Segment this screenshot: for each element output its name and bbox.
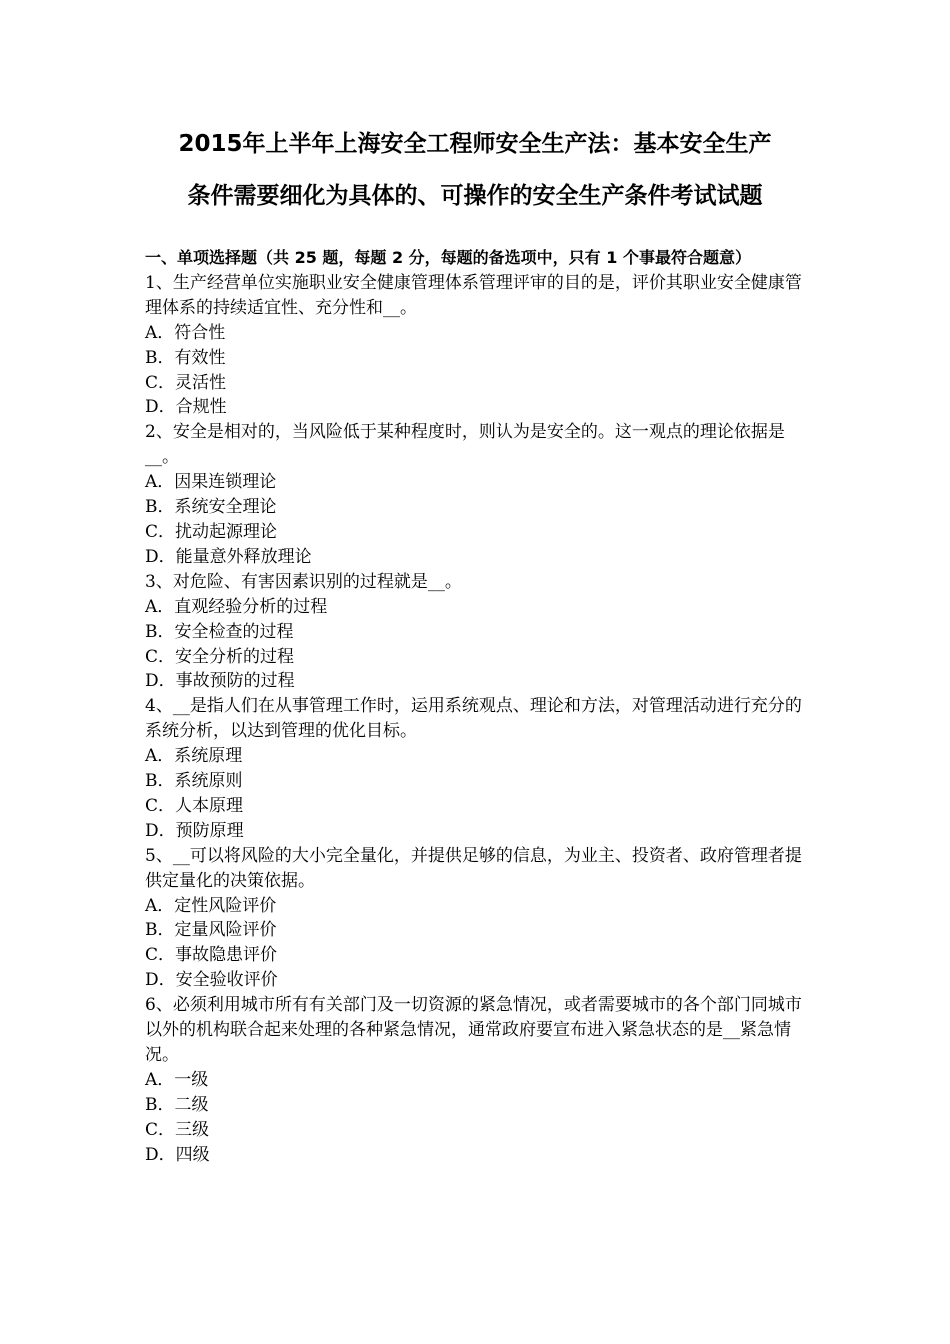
section-heading: 一、单项选择题（共 25 题，每题 2 分，每题的备选项中，只有 1 个事最符合题意） [145, 248, 751, 267]
option-b: B．二级 [145, 1094, 209, 1115]
option-d: D．安全验收评价 [145, 970, 278, 991]
option-a: A．因果连锁理论 [145, 472, 277, 493]
title-line-2: 条件需要细化为具体的、可操作的安全生产条件考试试题 [187, 183, 763, 209]
question-2 [145, 420, 810, 569]
option-d: D．四级 [145, 1144, 210, 1165]
option-b: B．定量风险评价 [145, 920, 277, 941]
option-c: C．灵活性 [145, 372, 227, 393]
question-text: 3、对危险、有害因素识别的过程就是__。 [145, 571, 462, 592]
question-text: 5、__可以将风险的大小完全量化，并提供足够的信息，为业主、投资者、政府管理者提供定量化的决策依据。 [145, 845, 802, 891]
option-d: D．预防原理 [145, 820, 244, 841]
option-c: C．事故隐患评价 [145, 945, 278, 966]
title-line-1: 2015年上半年上海安全工程师安全生产法：基本安全生产 [178, 131, 772, 157]
question-4 [145, 694, 810, 843]
option-b: B．安全检查的过程 [145, 621, 294, 642]
question-text: 6、必须利用城市所有有关部门及一切资源的紧急情况，或者需要城市的各个部门同城市以外的机构联合起来处理的各种紧急情况，通常政府要宣布进入紧急状态的是__紧急情况。 [145, 995, 802, 1065]
document-body [145, 246, 810, 1168]
option-a: A．系统原理 [145, 746, 243, 767]
question-6 [145, 993, 810, 1167]
option-a: A．直观经验分析的过程 [145, 596, 328, 617]
question-3 [145, 570, 810, 695]
option-a: A．定性风险评价 [145, 895, 277, 916]
option-b: B．系统原则 [145, 771, 243, 792]
option-b: B．有效性 [145, 347, 226, 368]
option-a: A．符合性 [145, 322, 226, 343]
option-c: C．三级 [145, 1119, 210, 1140]
option-c: C．人本原理 [145, 795, 244, 816]
option-d: D．事故预防的过程 [145, 671, 295, 692]
option-d: D．能量意外释放理论 [145, 546, 312, 567]
option-c: C．扰动起源理论 [145, 521, 278, 542]
question-text: 2、安全是相对的，当风险低于某种程度时，则认为是安全的。这一观点的理论依据是__。 [145, 422, 785, 468]
option-b: B．系统安全理论 [145, 497, 277, 518]
question-1 [145, 271, 810, 420]
option-a: A．一级 [145, 1069, 209, 1090]
question-text: 1、生产经营单位实施职业安全健康管理体系管理评审的目的是，评价其职业安全健康管理体系的持续适宜性、充分性和__。 [145, 272, 802, 318]
document-title [60, 118, 890, 222]
question-5 [145, 844, 810, 993]
question-text: 4、__是指人们在从事管理工作时，运用系统观点、理论和方法，对管理活动进行充分的系统分析，以达到管理的优化目标。 [145, 696, 802, 742]
option-c: C．安全分析的过程 [145, 646, 295, 667]
option-d: D．合规性 [145, 397, 227, 418]
